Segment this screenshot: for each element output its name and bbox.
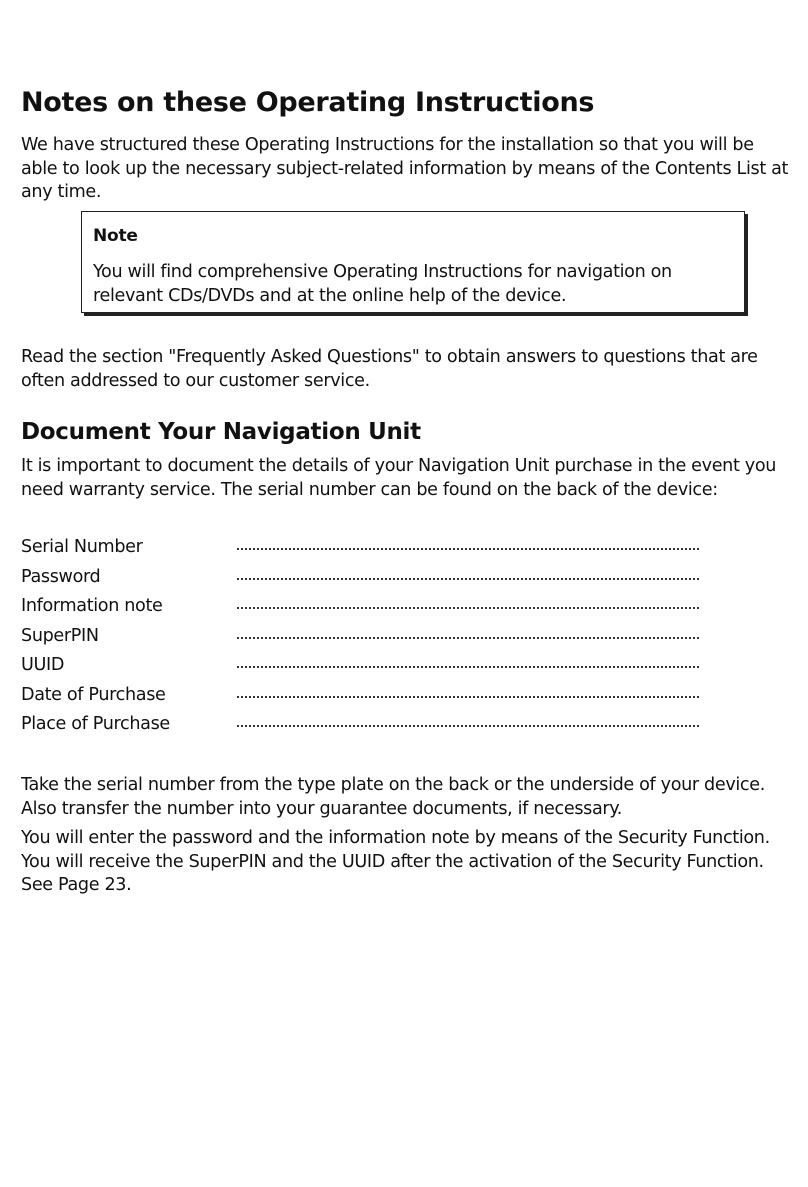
section-heading-document-unit: Document Your Navigation Unit (21, 419, 421, 445)
field-label: Password (21, 566, 101, 587)
field-label: Serial Number (21, 537, 143, 557)
note-text: You will find comprehensive Operating Instructions for navigation on relevant CDs/DVDs and at the online help of the device. (93, 262, 672, 306)
section-heading-notes: Notes on these Operating Instructions (21, 87, 595, 118)
security-function-paragraph: You will enter the password and the information note by means of the Security Function. You will receive the SuperPIN and the UUID after the activation of the Security Function. See Page 23. (21, 828, 770, 895)
field-row-uuid (21, 655, 791, 685)
intro-paragraph: We have structured these Operating Instructions for the installation so that you will be able to look up the necessary subject-related information by means of the Contents List at any time. (21, 135, 789, 202)
faq-paragraph: Read the section "Frequently Asked Questions" to obtain answers to questions that are often addressed to our customer service. (21, 347, 758, 391)
note-box (81, 211, 745, 313)
field-label: Information note (21, 596, 163, 616)
note-title: Note (93, 226, 138, 246)
field-label: UUID (21, 655, 65, 675)
field-row-information-note (21, 596, 791, 626)
document-intro-paragraph: It is important to document the details of your Navigation Unit purchase in the event you need warranty service. The serial number can be found on the back of the device: (21, 456, 777, 500)
fill-in-dotted-line (237, 664, 699, 668)
fill-in-dotted-line (237, 635, 699, 639)
fill-in-dotted-line (237, 605, 699, 609)
field-row-serial-number (21, 537, 791, 567)
field-row-date-of-purchase (21, 685, 791, 715)
field-row-password (21, 567, 791, 597)
field-row-place-of-purchase (21, 714, 791, 744)
fill-in-dotted-line (237, 694, 699, 698)
field-label: SuperPIN (21, 625, 99, 646)
record-fields-list (21, 537, 791, 744)
field-label: Place of Purchase (21, 714, 170, 734)
field-row-superpin (21, 626, 791, 656)
type-plate-paragraph: Take the serial number from the type plate on the back or the underside of your device. Also transfer the number into your guarantee documents, if necessary. (21, 775, 765, 819)
field-label: Date of Purchase (21, 684, 166, 705)
fill-in-dotted-line (237, 576, 699, 580)
fill-in-dotted-line (237, 546, 699, 550)
fill-in-dotted-line (237, 723, 699, 727)
